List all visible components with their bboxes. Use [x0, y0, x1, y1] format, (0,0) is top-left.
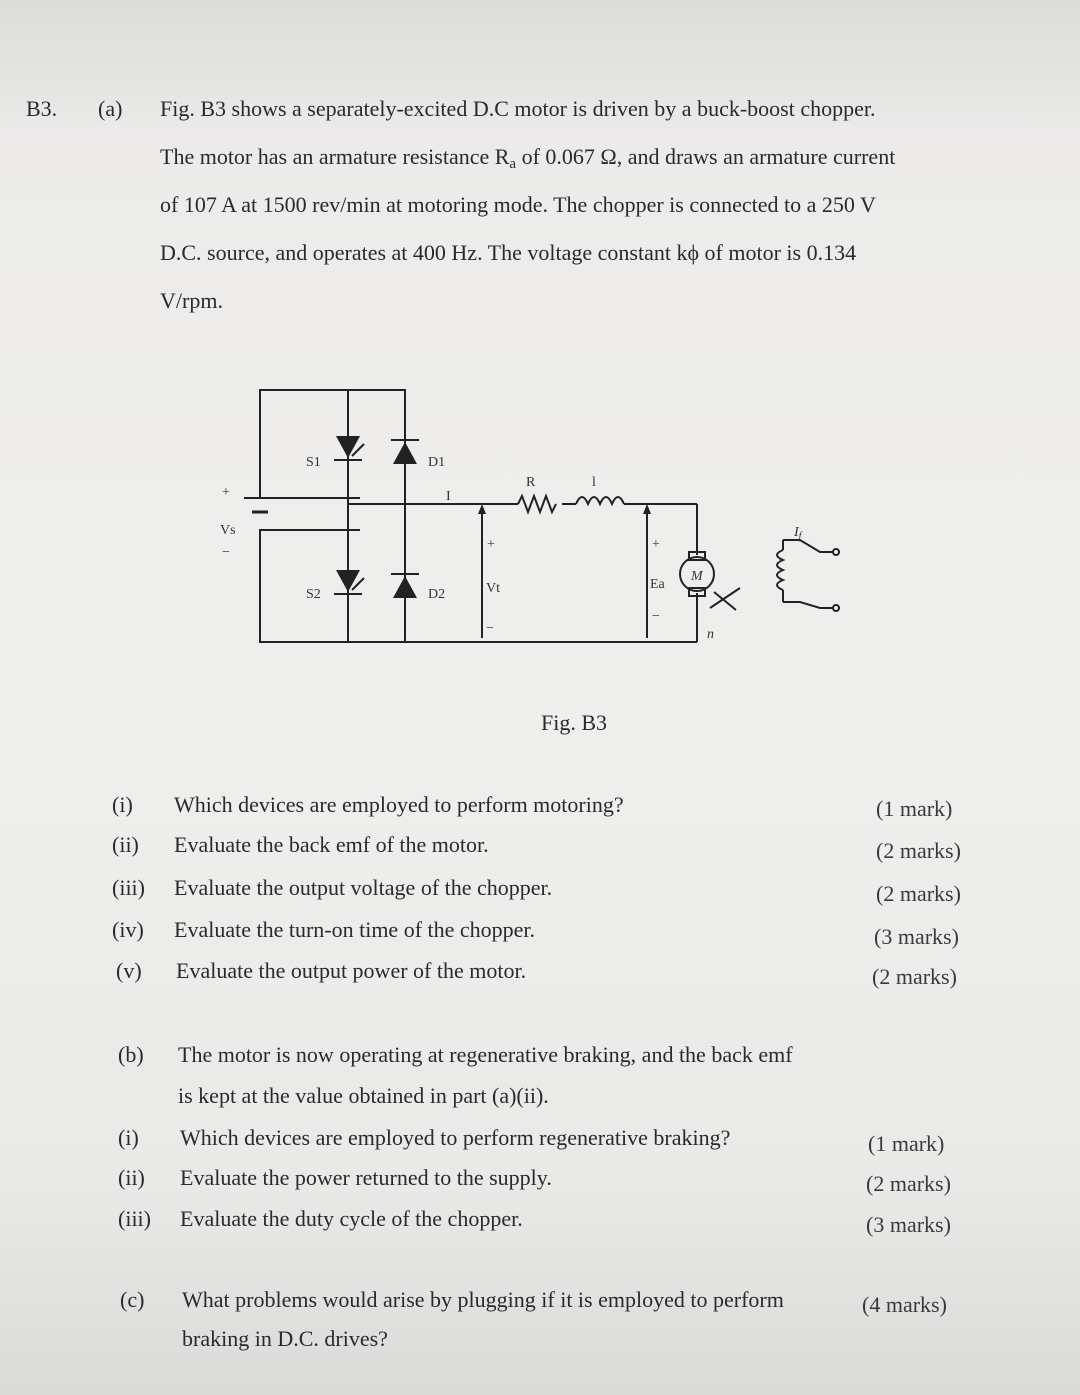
- diode-d2: [391, 574, 419, 598]
- question-number: B3.: [26, 96, 58, 121]
- circuit-diagram: [200, 380, 880, 680]
- part-b-label: (b): [118, 1042, 144, 1067]
- b-sub-i-text: Which devices are employed to perform regenerative braking?: [180, 1125, 731, 1150]
- a-sub-iv-marks: (3 marks): [874, 924, 959, 949]
- a-sub-iii-text: Evaluate the output voltage of the chopper.: [174, 875, 553, 900]
- label-l: l: [592, 475, 596, 490]
- a-sub-i-marks: (1 mark): [876, 796, 953, 821]
- label-vt: Vt: [486, 581, 500, 596]
- label-vt-minus: −: [486, 621, 494, 636]
- a-sub-ii-marks: (2 marks): [876, 838, 961, 863]
- b-sub-ii-text: Evaluate the power returned to the supply.: [180, 1165, 552, 1190]
- a-sub-i-label: (i): [112, 792, 133, 817]
- label-vt-plus: +: [487, 537, 495, 552]
- part-a-line-3: of 107 A at 1500 rev/min at motoring mode. The chopper is connected to a 250 V: [160, 192, 876, 217]
- diode-d1: [391, 440, 419, 464]
- a-sub-iv-text: Evaluate the turn-on time of the chopper.: [174, 917, 536, 942]
- a-sub-ii-text: Evaluate the back emf of the motor.: [174, 832, 489, 857]
- resistor-r: [518, 496, 556, 512]
- part-c-line-1: What problems would arise by plugging if it is employed to perform: [182, 1287, 784, 1312]
- label-d1: D1: [428, 455, 446, 470]
- part-a-line-4: D.C. source, and operates at 400 Hz. The voltage constant kϕ of motor is 0.134: [160, 240, 857, 265]
- outer-loop-wire: [260, 390, 405, 642]
- label-ea: Ea: [650, 577, 665, 592]
- part-a-line-2: The motor has an armature resistance $R_a$ of 0.067 Ω, and draws an armature current: [160, 144, 896, 172]
- label-current-i: I: [446, 489, 451, 504]
- b-sub-iii-text: Evaluate the duty cycle of the chopper.: [180, 1206, 523, 1231]
- b-sub-ii-label: (ii): [118, 1165, 145, 1190]
- b-sub-iii-marks: (3 marks): [866, 1212, 951, 1237]
- label-ea-minus: −: [652, 609, 660, 624]
- figure-caption: Fig. B3: [541, 710, 608, 735]
- label-d2: D2: [428, 587, 446, 602]
- label-if: $I_f$: [794, 525, 802, 542]
- b-sub-i-label: (i): [118, 1125, 139, 1150]
- a-sub-i-text: Which devices are employed to perform motoring?: [174, 792, 624, 817]
- part-c-label: (c): [120, 1287, 145, 1312]
- b-sub-iii-label: (iii): [118, 1206, 151, 1231]
- b-sub-i-marks: (1 mark): [868, 1131, 945, 1156]
- label-vs-plus: +: [222, 485, 230, 500]
- a-sub-v-marks: (2 marks): [872, 964, 957, 989]
- a-sub-v-text: Evaluate the output power of the motor.: [176, 958, 527, 983]
- label-r: R: [526, 475, 536, 490]
- part-c-line-2: braking in D.C. drives?: [182, 1326, 388, 1351]
- label-vs: Vs: [220, 523, 236, 538]
- label-vs-minus: −: [222, 545, 230, 560]
- part-a-line-5: V/rpm.: [160, 288, 223, 313]
- a-sub-v-label: (v): [116, 958, 142, 983]
- motor-m: [680, 552, 740, 610]
- part-a-label: (a): [98, 96, 123, 121]
- inductor-l: [576, 497, 624, 504]
- label-s2: S2: [306, 587, 321, 602]
- label-s1: S1: [306, 455, 321, 470]
- part-b-line-2: is kept at the value obtained in part (a)(ii).: [178, 1083, 549, 1108]
- a-sub-iv-label: (iv): [112, 917, 144, 942]
- label-n: n: [707, 627, 714, 642]
- b-sub-ii-marks: (2 marks): [866, 1171, 951, 1196]
- a-sub-iii-label: (iii): [112, 875, 145, 900]
- part-a-line-1: Fig. B3 shows a separately-excited D.C motor is driven by a buck-boost chopper.: [160, 96, 876, 121]
- part-c-marks: (4 marks): [862, 1292, 947, 1317]
- part-b-line-1: The motor is now operating at regenerative braking, and the back emf: [178, 1042, 793, 1067]
- label-ea-plus: +: [652, 537, 660, 552]
- field-winding: [777, 540, 839, 611]
- a-sub-iii-marks: (2 marks): [876, 881, 961, 906]
- a-sub-ii-label: (ii): [112, 832, 139, 857]
- label-m: M: [691, 569, 703, 584]
